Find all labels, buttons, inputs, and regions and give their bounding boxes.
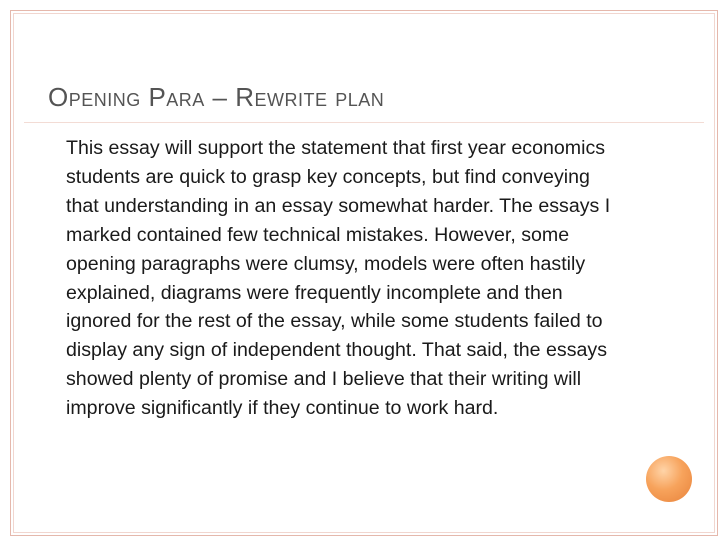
slide-body-text: This essay will support the statement that first year economics students are quick to grasp key concepts, but find conveying that understanding in an essay somewhat harder. The essays I marked contained few technical mistakes. However, some opening paragraphs were clumsy, models were often hastily explained, diagrams were frequently incomplete and then ignored for the rest of the essay, while some students failed to display any sign of independent thought. That said, the essays showed plenty of promise and I believe that their writing will improve significantly if they continue to work hard.: [66, 137, 611, 420]
title-divider: [24, 122, 704, 123]
accent-dot-icon: [646, 456, 692, 502]
slide-title: Opening Para – Rewrite plan: [48, 82, 385, 112]
